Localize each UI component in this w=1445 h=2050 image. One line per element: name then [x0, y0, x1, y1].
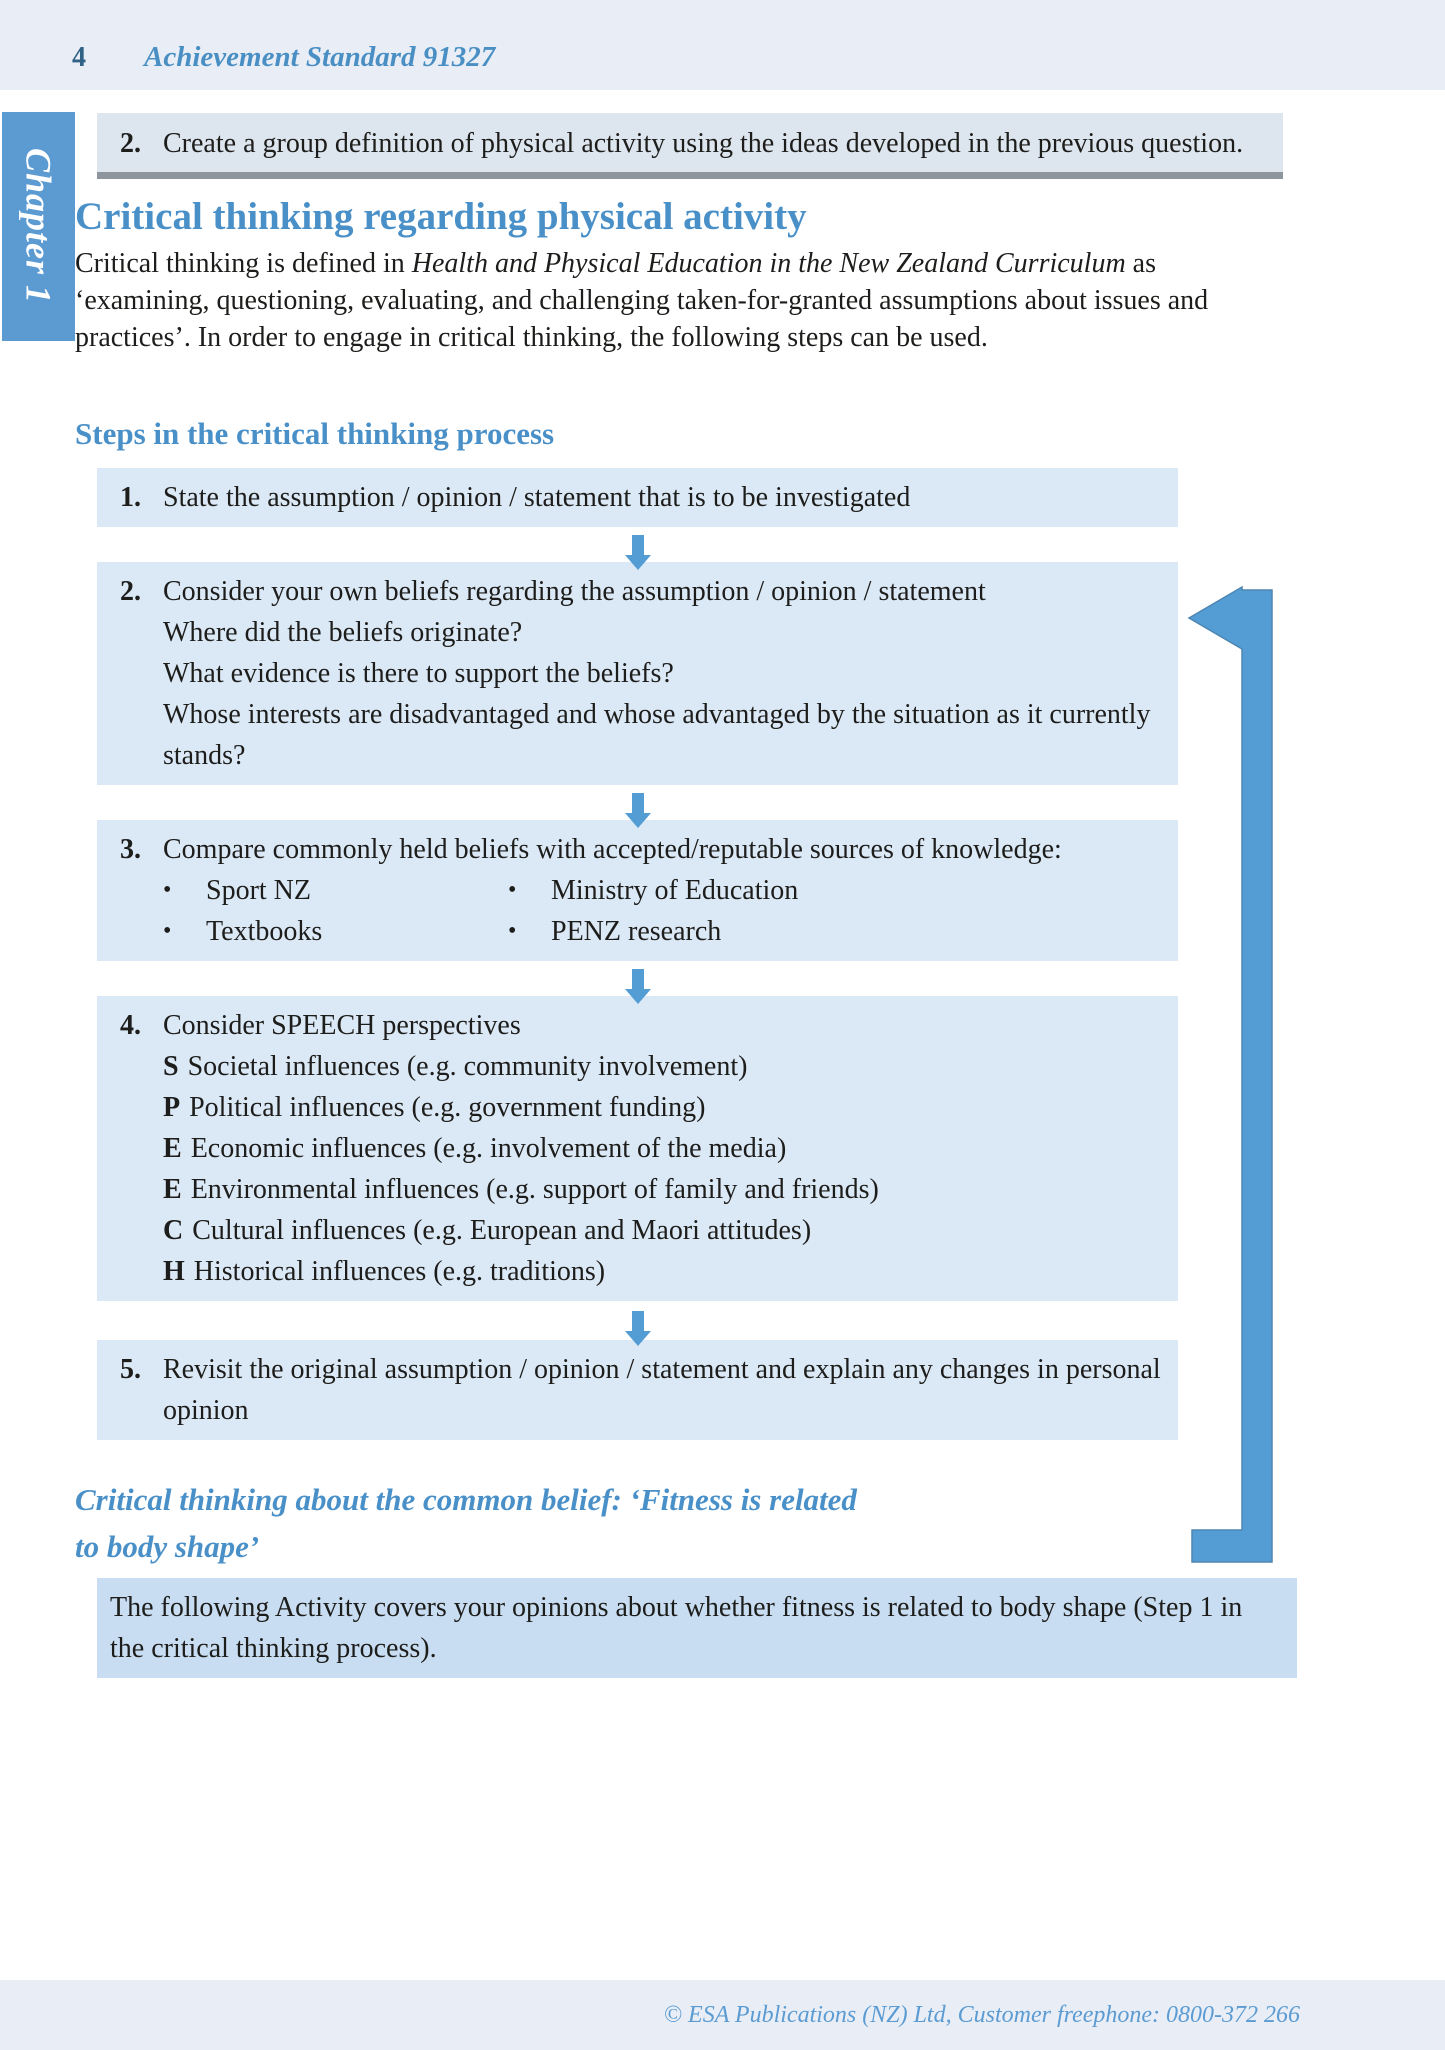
step-box-2 [97, 562, 1178, 785]
bullet-label: Sport NZ [206, 875, 311, 906]
steps-heading: Steps in the critical thinking process [75, 416, 555, 451]
down-arrow-icon [632, 969, 644, 989]
speech-text: Political influences (e.g. government funding) [189, 1092, 706, 1123]
bullet-column-left [163, 870, 508, 952]
step-box-5 [97, 1340, 1178, 1440]
question-number: 2. [120, 128, 141, 159]
step-body [163, 1349, 1163, 1431]
speech-letter: E [163, 1133, 182, 1164]
flow-arrow-wrap [97, 527, 1178, 562]
step-text: Compare commonly held beliefs with accepted/reputable sources of knowledge: [163, 834, 1062, 865]
flow-arrow-wrap [97, 1301, 1178, 1340]
step-text: Consider SPEECH perspectives [163, 1010, 521, 1041]
question-box [97, 113, 1283, 179]
speech-letter: P [163, 1092, 181, 1123]
page-number: 4 [72, 42, 86, 73]
bullet-columns [163, 870, 1163, 952]
speech-letter: H [163, 1256, 185, 1287]
speech-letter: E [163, 1174, 182, 1205]
question-text: Create a group definition of physical activity using the ideas developed in the previous question. [163, 128, 1244, 159]
speech-text: Environmental influences (e.g. support of family and friends) [190, 1174, 879, 1205]
chapter-tab-label: Chapter 1 [18, 148, 59, 305]
bullet-item [508, 870, 798, 911]
step-box-3 [97, 820, 1178, 961]
bullet-item [163, 911, 508, 952]
step-text: Consider your own beliefs regarding the assumption / opinion / statement [163, 576, 986, 607]
step-box-1 [97, 468, 1178, 527]
chapter-tab [2, 112, 75, 341]
footer-text: © ESA Publications (NZ) Ltd, Customer freephone: 0800-372 266 [663, 2001, 1300, 2028]
speech-letter: S [163, 1051, 179, 1082]
page-header-band [0, 0, 1445, 90]
activity-box [97, 1578, 1297, 1678]
speech-text: Historical influences (e.g. traditions) [193, 1256, 606, 1287]
step-row [97, 829, 1163, 952]
speech-item [163, 1046, 1163, 1087]
down-arrow-icon [632, 793, 644, 813]
step-number: 3. [120, 834, 141, 865]
bullet-item [163, 870, 508, 911]
step-number: 1. [120, 482, 141, 513]
bullet-label: Textbooks [206, 916, 323, 947]
page-footer-band [0, 1980, 1445, 2050]
intro-paragraph [75, 245, 1290, 356]
running-title: Achievement Standard 91327 [144, 41, 496, 73]
down-arrow-icon [632, 535, 644, 555]
belief-heading-line1: Critical thinking about the common belief: ‘Fitness is related [75, 1482, 857, 1517]
step-row [97, 571, 1163, 776]
step-body [163, 477, 1163, 518]
speech-text: Societal influences (e.g. community involvement) [187, 1051, 748, 1082]
speech-item [163, 1210, 1163, 1251]
down-arrow-icon [632, 1311, 644, 1331]
step-number: 5. [120, 1354, 141, 1385]
bullet-icon: • [163, 877, 172, 903]
question-row [97, 125, 1263, 162]
speech-item [163, 1251, 1163, 1292]
step-sub-question: Where did the beliefs originate? [163, 617, 523, 648]
speech-letter: C [163, 1215, 184, 1246]
bullet-icon: • [163, 918, 172, 944]
speech-item [163, 1169, 1163, 1210]
loop-back-arrow-icon [1185, 578, 1285, 1573]
step-row [97, 477, 1163, 518]
speech-item [163, 1087, 1163, 1128]
bullet-item [508, 911, 798, 952]
step-number: 2. [120, 576, 141, 607]
step-text: State the assumption / opinion / statement that is to be investigated [163, 482, 911, 513]
flow-arrow-wrap [97, 961, 1178, 996]
bullet-icon: • [508, 877, 517, 903]
bullet-icon: • [508, 918, 517, 944]
speech-item [163, 1128, 1163, 1169]
step-number: 4. [120, 1010, 141, 1041]
section-heading: Critical thinking regarding physical activity [75, 195, 807, 238]
activity-text: The following Activity covers your opinions about whether fitness is related to body shape (Step 1 in the critical thinking process). [110, 1592, 1243, 1664]
speech-text: Cultural influences (e.g. European and Maori attitudes) [192, 1215, 812, 1246]
step-body [163, 571, 1163, 776]
flow-arrow-wrap [97, 785, 1178, 820]
step-body [163, 829, 1163, 952]
speech-text: Economic influences (e.g. involvement of the media) [190, 1133, 787, 1164]
step-row [97, 1005, 1163, 1292]
step-row [97, 1349, 1163, 1431]
belief-heading [75, 1476, 1290, 1570]
step-sub-question: Whose interests are disadvantaged and whose advantaged by the situation as it currently stands? [163, 699, 1151, 771]
step-text: Revisit the original assumption / opinion / statement and explain any changes in personal opinion [163, 1354, 1161, 1426]
belief-heading-line2: to body shape’ [75, 1529, 260, 1564]
intro-post: as ‘examining, questioning, evaluating, and challenging taken-for-granted assumptions about issues and practices’. In order to engage in critical thinking, the following steps can be used. [75, 248, 1209, 353]
step-body [163, 1005, 1163, 1292]
intro-book-title: Health and Physical Education in the New Zealand Curriculum [411, 248, 1126, 279]
intro-pre: Critical thinking is defined in [75, 248, 412, 279]
step-sub-question: What evidence is there to support the beliefs? [163, 658, 674, 689]
bullet-label: PENZ research [551, 916, 722, 947]
step-box-4 [97, 996, 1178, 1301]
bullet-label: Ministry of Education [551, 875, 799, 906]
bullet-column-right [508, 870, 798, 952]
